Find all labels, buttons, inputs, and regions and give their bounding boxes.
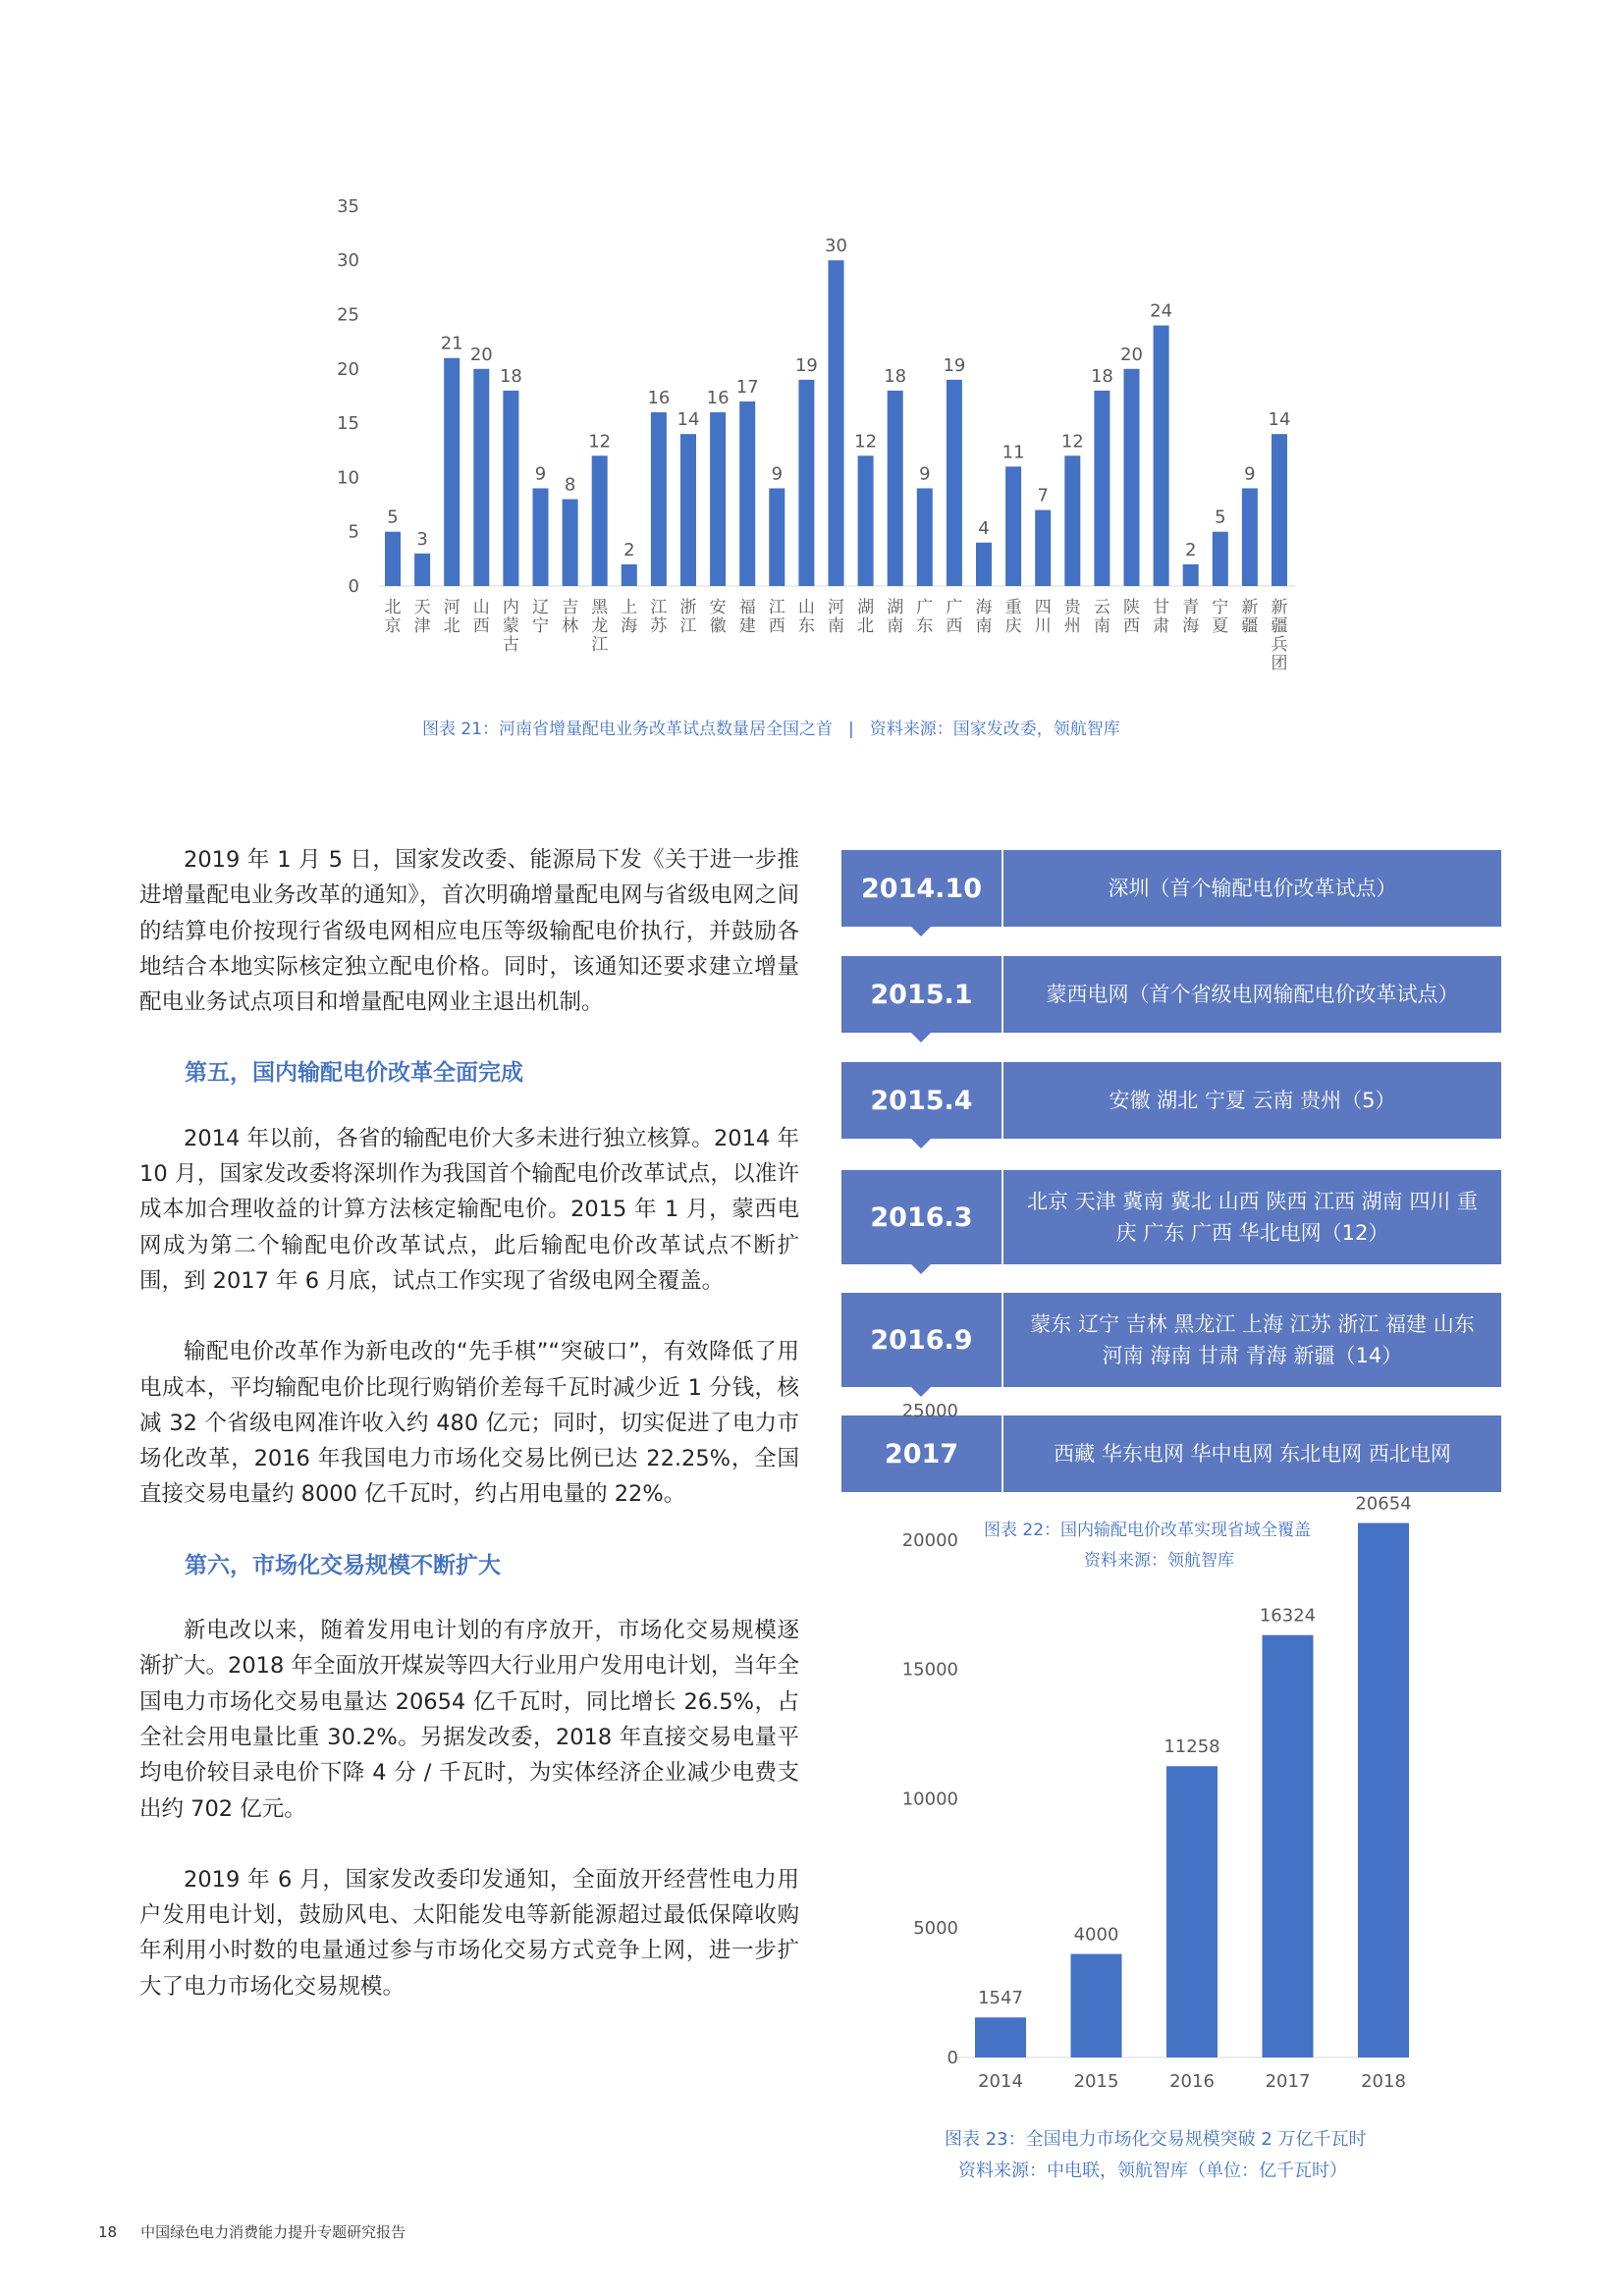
data-label: 16324 <box>1259 1605 1317 1627</box>
timeline-source: 资料来源：领航智库 <box>1084 1551 1234 1571</box>
x-tick-label: 浙江 <box>679 598 697 636</box>
y-tick-label: 30 <box>337 250 359 272</box>
x-tick-label: 辽宁 <box>532 598 549 636</box>
data-label: 8 <box>564 474 576 496</box>
data-label: 9 <box>771 463 784 485</box>
data-label: 11258 <box>1164 1736 1220 1758</box>
x-tick-label: 湖北 <box>857 598 875 636</box>
y-tick-label: 10000 <box>901 1789 958 1810</box>
bar <box>1358 1523 1409 2057</box>
timeline-year: 2015.4 <box>870 1085 973 1116</box>
data-label: 16 <box>647 388 671 409</box>
timeline-desc: 深圳（首个输配电价改革试点） <box>1108 877 1397 900</box>
data-label: 5 <box>387 507 399 528</box>
chart21-source: 资料来源：国家发改委，领航智库 <box>869 720 1120 739</box>
page-number: 18 <box>98 2223 118 2241</box>
timeline-year: 2016.9 <box>870 1324 973 1356</box>
y-tick-label: 10 <box>337 467 359 489</box>
y-tick-label: 20 <box>337 358 359 380</box>
y-tick-label: 15000 <box>901 1659 958 1681</box>
x-tick-label: 北京 <box>384 598 402 636</box>
paragraph: 新电改以来，随着发用电计划的有序放开，市场化交易规模逐渐扩大。2018 年全面放开煤炭等四大行业用户发用电计划，当年全国电力市场化交易电量达 20654 亿千瓦时，同比增长 26.5%，占全社会用电量比重 30.2%。另据发改委，2018 年直接交易电量平均电价较目录电价下降 4 分 / 千瓦时，为实体经济企业减少电费支出约 702 亿元。 <box>139 1618 799 1822</box>
x-tick-label: 福建 <box>738 598 756 636</box>
timeline-caption: 图表 22：国内输配电价改革实现省域全覆盖 <box>984 1521 1312 1540</box>
timeline-desc: 西藏 华东电网 华中电网 东北电网 西北电网 <box>1054 1442 1451 1466</box>
data-label: 20654 <box>1355 1493 1412 1515</box>
x-tick-label: 广东 <box>916 598 934 636</box>
data-label: 19 <box>943 354 966 376</box>
timeline-year: 2015.1 <box>870 979 973 1010</box>
data-label: 4000 <box>1073 1924 1119 1946</box>
timeline-year: 2017 <box>884 1438 959 1469</box>
category-labels <box>978 2071 1406 2092</box>
data-label: 14 <box>677 409 700 431</box>
data-label: 9 <box>919 463 931 485</box>
x-tick-label: 上海 <box>621 598 638 636</box>
timeline-desc: 蒙西电网（首个省级电网输配电价改革试点） <box>1046 983 1459 1006</box>
chart23-caption: 图表 23：全国电力市场化交易规模突破 2 万亿千瓦时 <box>945 2129 1367 2150</box>
data-label: 24 <box>1150 300 1173 322</box>
data-label: 2 <box>623 539 635 561</box>
page-footer <box>98 2221 429 2242</box>
data-label: 11 <box>1001 442 1025 463</box>
x-tick-label: 宁夏 <box>1212 598 1229 636</box>
bar <box>1263 1635 1314 2057</box>
timeline-year: 2016.3 <box>870 1201 973 1233</box>
x-tick-label: 安徽 <box>709 598 727 636</box>
data-label: 12 <box>854 431 878 453</box>
bar <box>1166 1766 1218 2057</box>
timeline-desc: 安徽 湖北 宁夏 云南 贵州（5） <box>1109 1089 1396 1112</box>
bars <box>975 1523 1409 2057</box>
x-tick-label: 四川 <box>1034 598 1052 636</box>
x-tick-label: 重庆 <box>1004 598 1022 636</box>
y-tick-label: 25000 <box>901 1401 958 1421</box>
paragraph: 2019 年 1 月 5 日，国家发改委、能源局下发《关于进一步推进增量配电业务改革的通知》，首次明确增量配电网与省级电网之间的结算电价按现行省级电网相应电压等级输配电价执行，并鼓励各地结合本地实际核定独立配电价格。同时，该通知还要求建立增量配电业务试点项目和增量配电网业主退出机制。 <box>139 847 799 1016</box>
x-tick-label: 山西 <box>472 598 490 636</box>
bar <box>1071 1954 1122 2057</box>
y-tick-label: 5 <box>348 521 359 543</box>
data-label: 3 <box>416 528 428 550</box>
y-tick-label: 5000 <box>913 1918 958 1940</box>
x-tick-label: 黑龙江 <box>591 598 609 655</box>
data-label: 7 <box>1037 485 1049 507</box>
data-label: 9 <box>1244 463 1256 485</box>
y-axis <box>901 1401 1412 2068</box>
paragraph: 2014 年以前，各省的输配电价大多未进行独立核算。2014 年 10 月，国家发改委将深圳作为我国首个输配电价改革试点，以准许成本加合理收益的计算方法核定输配电价。2015 年 1 月，蒙西电网成为第二个输配电价改革试点，此后输配电价改革试点不断扩围，到 2017 年 6 月底，试点工作实现了省级电网全覆盖。 <box>139 1125 799 1294</box>
data-label: 19 <box>794 354 818 376</box>
timeline-year: 2014.10 <box>861 873 982 904</box>
chart23-source: 资料来源：中电联，领航智库（单位：亿千瓦时） <box>958 2161 1347 2181</box>
y-tick-label: 25 <box>337 304 359 326</box>
paragraph: 输配电价改革作为新电改的“先手棋”“突破口”，有效降低了用电成本，平均输配电价比现行购销价差每千瓦时减少近 1 分钱，核减 32 个省级电网准许收入约 480 亿元；同时，切实促进了电力市场化改革，2016 年我国电力市场化交易比例已达 22.25%，全国直接交易电量约 8000 亿千瓦时，约占用电量的 22%。 <box>139 1339 799 1508</box>
x-tick-label: 2015 <box>1073 2071 1119 2092</box>
x-tick-label: 新疆兵团 <box>1271 598 1288 673</box>
data-label: 20 <box>1120 344 1143 365</box>
x-tick-label: 天津 <box>413 598 431 636</box>
x-tick-label: 陕西 <box>1123 598 1140 636</box>
data-label: 12 <box>1060 431 1084 453</box>
x-tick-label: 湖南 <box>887 598 904 636</box>
section-heading-6: 第六，市场化交易规模不断扩大 <box>185 1552 501 1578</box>
x-tick-label: 新疆 <box>1241 598 1259 636</box>
x-tick-label: 内蒙古 <box>502 598 519 655</box>
data-label: 16 <box>706 388 730 409</box>
data-label: 30 <box>825 236 847 257</box>
x-tick-label: 青海 <box>1182 598 1200 636</box>
report-title: 中国绿色电力消费能力提升专题研究报告 <box>140 2223 406 2241</box>
y-tick-label: 0 <box>947 2048 958 2068</box>
y-tick-label: 20000 <box>901 1529 958 1551</box>
data-label: 2 <box>1184 539 1197 561</box>
data-label: 1547 <box>978 1988 1023 2009</box>
x-tick-label: 甘肃 <box>1153 598 1170 636</box>
x-tick-label: 吉林 <box>562 598 579 636</box>
data-label: 18 <box>884 365 907 387</box>
data-label: 5 <box>1215 507 1226 528</box>
data-label: 12 <box>588 431 612 453</box>
x-tick-label: 江西 <box>768 598 785 636</box>
data-label: 4 <box>978 517 990 539</box>
y-tick-label: 15 <box>337 413 359 435</box>
x-tick-label: 贵州 <box>1063 598 1081 636</box>
data-label: 18 <box>1090 365 1113 387</box>
x-tick-label: 2016 <box>1169 2071 1215 2092</box>
data-label: 14 <box>1268 409 1291 431</box>
x-tick-label: 河北 <box>443 598 460 636</box>
x-tick-label: 河南 <box>828 598 844 636</box>
section-heading-5: 第五，国内输配电价改革全面完成 <box>185 1060 523 1087</box>
paragraph: 2019 年 6 月，国家发改委印发通知，全面放开经营性电力用户发用电计划，鼓励风电、太阳能发电等新能源超过最低保障收购年利用小时数的电量通过参与市场化交易方式竞争上网，进一步扩大了电力市场化交易规模。 <box>139 1866 799 2000</box>
timeline-desc: 蒙东 辽宁 吉林 黑龙江 上海 江苏 浙江 福建 山东 河南 海南 甘肃 青海 新疆（14） <box>1030 1312 1475 1367</box>
x-tick-label: 云南 <box>1093 598 1110 636</box>
x-tick-label: 广西 <box>946 598 963 636</box>
x-tick-label: 2014 <box>978 2071 1023 2092</box>
data-label: 9 <box>534 463 547 485</box>
y-tick-label: 0 <box>348 576 359 597</box>
x-tick-label: 江苏 <box>650 598 668 636</box>
x-tick-label: 2017 <box>1265 2071 1311 2092</box>
caption-separator: | <box>848 720 854 739</box>
data-label: 21 <box>440 333 463 354</box>
y-tick-label: 35 <box>337 195 359 217</box>
bar <box>975 2017 1026 2057</box>
x-tick-label: 2018 <box>1361 2071 1406 2092</box>
data-label: 20 <box>469 344 493 365</box>
x-tick-label: 山东 <box>797 598 815 636</box>
data-label: 18 <box>499 365 522 387</box>
data-label: 17 <box>735 376 759 398</box>
chart21-caption: 图表 21：河南省增量配电业务改革试点数量居全国之首 <box>422 720 834 739</box>
x-tick-label: 海南 <box>975 598 993 636</box>
timeline-desc: 北京 天津 冀南 冀北 山西 陕西 江西 湖南 四川 重庆 广东 广西 华北电网（12） <box>1026 1190 1479 1245</box>
